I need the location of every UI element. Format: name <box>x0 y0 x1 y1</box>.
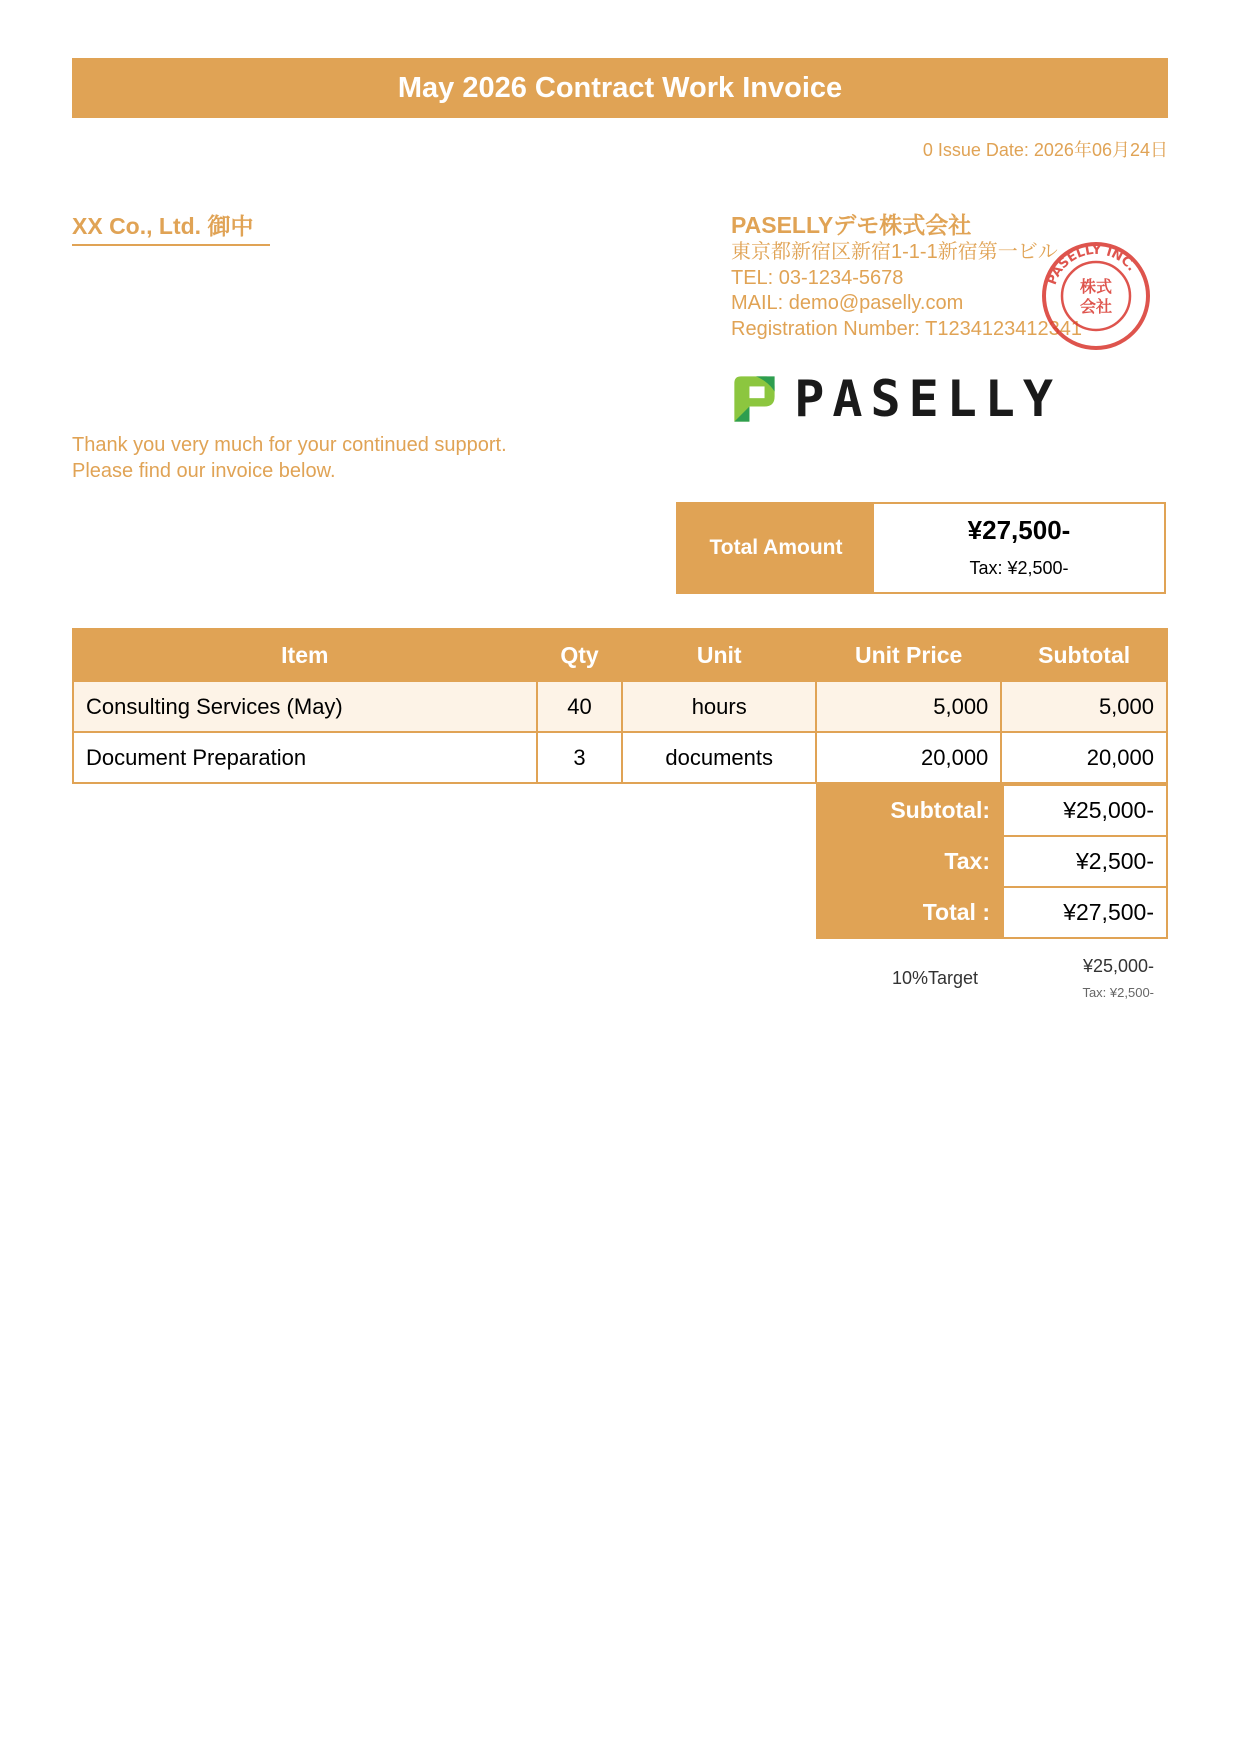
header-unit-price: Unit Price <box>816 629 1001 681</box>
cell-qty: 3 <box>537 732 623 783</box>
issue-date: 0 Issue Date: 2026年06月24日 <box>922 140 1168 160</box>
summary-subtotal-value: ¥25,000- <box>1003 785 1167 836</box>
tax-rate-target-label: 10%Target <box>892 968 979 988</box>
tax-breakdown-amount: Tax: ¥2,500- <box>1082 985 1154 1000</box>
company-mail: MAIL: demo@paselly.com <box>731 292 964 314</box>
svg-text:PASELLY INC.: PASELLY INC. <box>1044 242 1139 287</box>
header-qty: Qty <box>537 629 623 681</box>
recipient-name: XX Co., Ltd. 御中 <box>72 212 270 246</box>
summary-table <box>816 784 1168 939</box>
invoice-title: May 2026 Contract Work Invoice <box>397 71 843 104</box>
summary-tax-value: ¥2,500- <box>1003 836 1167 887</box>
total-amount-box <box>676 502 1166 594</box>
company-seal-stamp <box>1040 240 1152 352</box>
summary-row-tax <box>817 836 1167 887</box>
header-item: Item <box>73 629 537 681</box>
total-tax-value: Tax: ¥2,500- <box>969 558 1069 578</box>
company-address: 東京都新宿区新宿1-1-1新宿第一ビル <box>731 241 1058 263</box>
summary-row-total <box>817 887 1167 938</box>
svg-text:株式: 株式 <box>1079 277 1113 296</box>
total-amount-value: ¥27,500- <box>967 515 1071 545</box>
cell-qty: 40 <box>537 681 623 732</box>
cell-subtotal: 20,000 <box>1001 732 1167 783</box>
summary-total-label: Total : <box>817 887 1003 938</box>
greeting-line-2: Please find our invoice below. <box>72 460 336 482</box>
cell-unit-price: 20,000 <box>816 732 1001 783</box>
summary-tax-label: Tax: <box>817 836 1003 887</box>
summary-total-value: ¥27,500- <box>1003 887 1167 938</box>
cell-unit: hours <box>622 681 816 732</box>
logo-wordmark: PASELLY <box>794 370 1061 428</box>
cell-item: Consulting Services (May) <box>73 681 537 732</box>
header-subtotal: Subtotal <box>1001 629 1167 681</box>
total-amount-label: Total Amount <box>678 504 874 592</box>
header-unit: Unit <box>622 629 816 681</box>
table-row <box>73 732 1167 783</box>
svg-text:会社: 会社 <box>1079 297 1113 316</box>
leaf-logo-icon <box>731 370 776 428</box>
table-header-row <box>73 629 1167 681</box>
line-items-table <box>72 628 1168 784</box>
greeting-line-1: Thank you very much for your continued support. <box>72 434 507 456</box>
summary-subtotal-label: Subtotal: <box>817 785 1003 836</box>
cell-item: Document Preparation <box>73 732 537 783</box>
summary-row-subtotal <box>817 785 1167 836</box>
invoice-title-bar <box>72 58 1168 118</box>
total-amount-values <box>874 504 1164 592</box>
greeting-message <box>72 432 507 484</box>
company-registration: Registration Number: T1234123412341 <box>731 317 1082 340</box>
table-row <box>73 681 1167 732</box>
cell-unit: documents <box>622 732 816 783</box>
company-tel: TEL: 03-1234-5678 <box>731 266 904 289</box>
tax-base-amount: ¥25,000- <box>1082 956 1154 976</box>
cell-subtotal: 5,000 <box>1001 681 1167 732</box>
company-logo <box>731 368 1061 430</box>
cell-unit-price: 5,000 <box>816 681 1001 732</box>
company-name: PASELLYデモ株式会社 <box>731 212 972 238</box>
